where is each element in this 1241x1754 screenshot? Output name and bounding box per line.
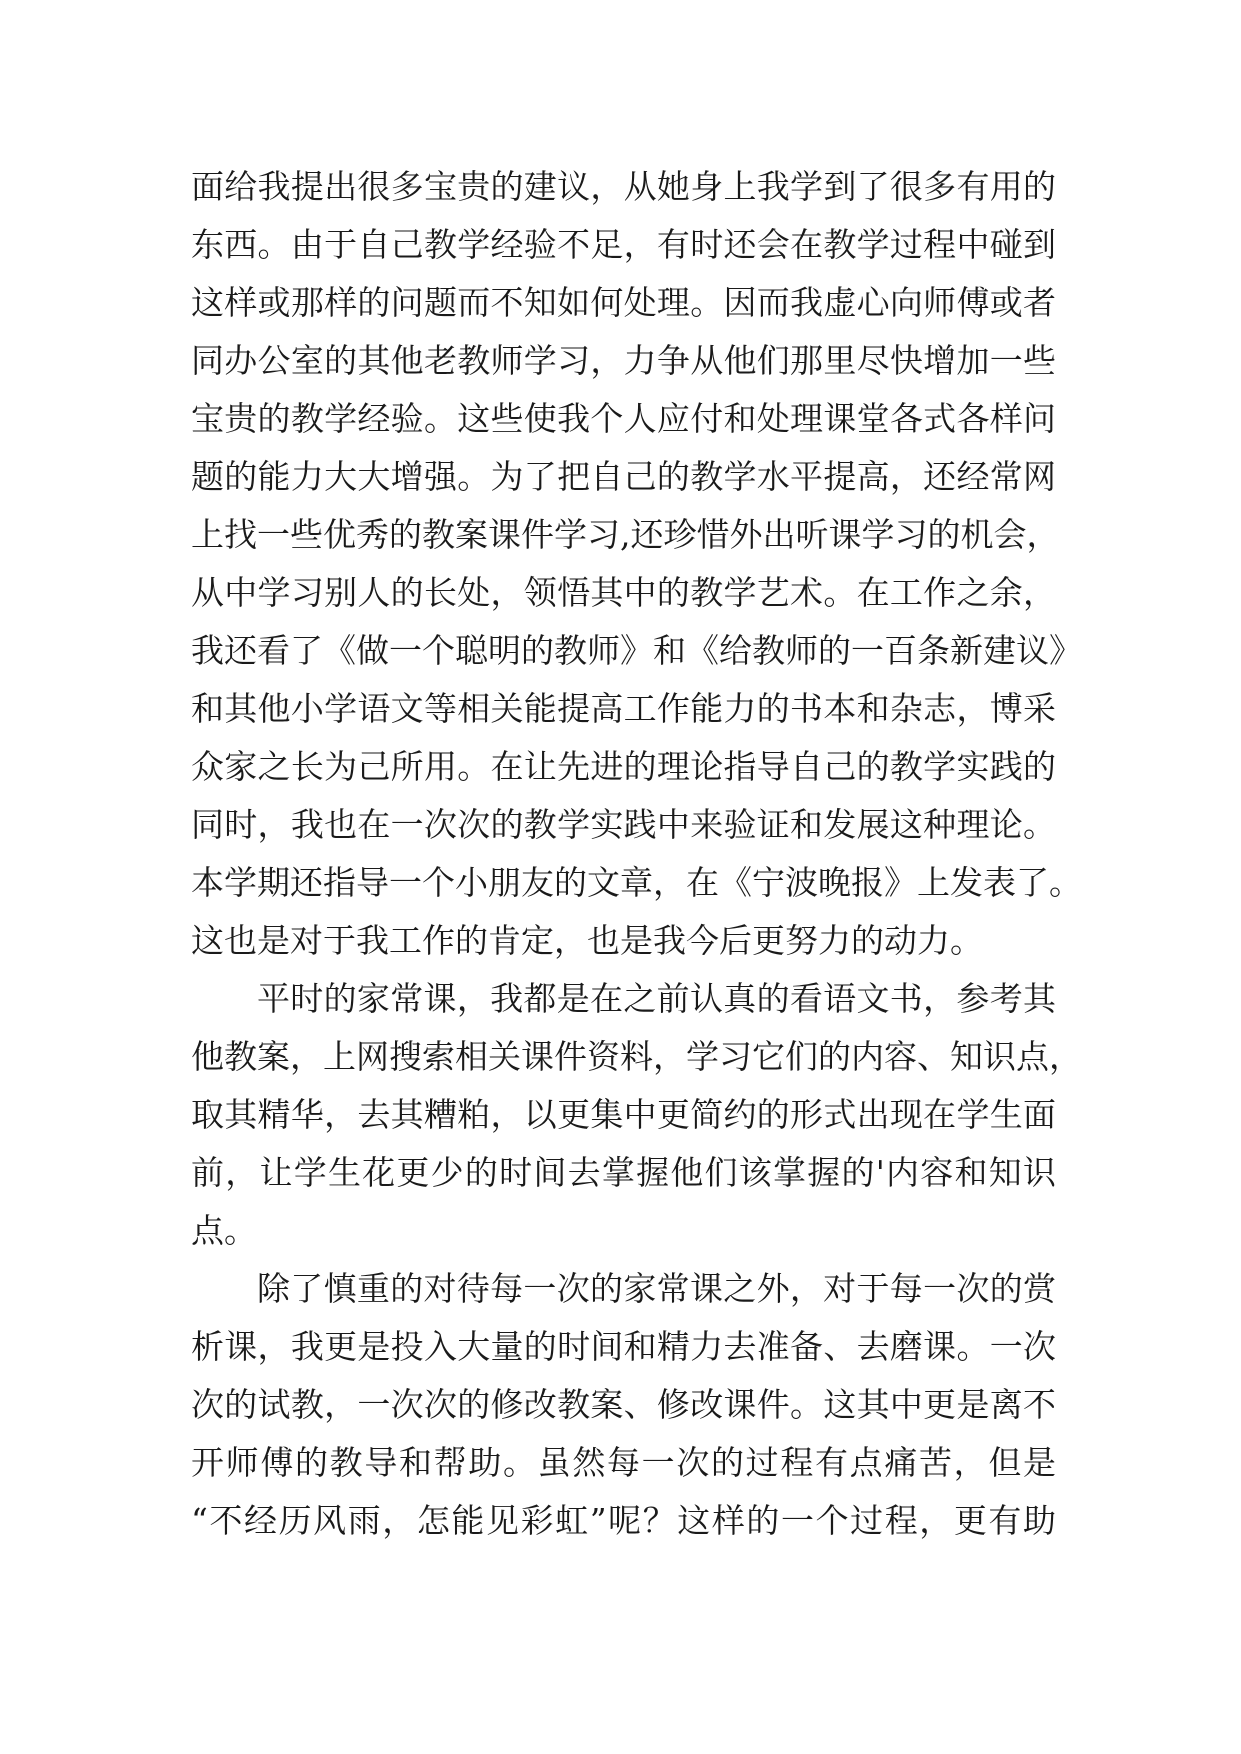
text-line: 上找一些优秀的教案课件学习,还珍惜外出听课学习的机会， — [191, 515, 1060, 554]
text-line: 次的试教，一次次的修改教案、修改课件。这其中更是离不 — [191, 1385, 1056, 1424]
text-line: 他教案，上网搜索相关课件资料，学习它们的内容、知识点， — [191, 1037, 1082, 1076]
text-line: 这也是对于我工作的肯定，也是我今后更努力的动力。 — [191, 921, 983, 960]
text-line: 同办公室的其他老教师学习，力争从他们那里尽快增加一些 — [191, 341, 1056, 380]
text-line: 本学期还指导一个小朋友的文章，在《宁波晚报》上发表了。 — [191, 863, 1082, 902]
text-line: 析课，我更是投入大量的时间和精力去准备、去磨课。一次 — [191, 1327, 1056, 1366]
text-line: 东西。由于自己教学经验不足，有时还会在教学过程中碰到 — [191, 225, 1056, 264]
text-line: 题的能力大大增强。为了把自己的教学水平提高，还经常网 — [191, 457, 1056, 496]
text-line: 点。 — [191, 1211, 257, 1250]
text-line: 同时，我也在一次次的教学实践中来验证和发展这种理论。 — [191, 805, 1056, 844]
text-line: 面给我提出很多宝贵的建议，从她身上我学到了很多有用的 — [191, 167, 1056, 206]
text-line: 取其精华，去其糟粕，以更集中更简约的形式出现在学生面 — [191, 1095, 1056, 1134]
text-line: 开师傅的教导和帮助。虽然每一次的过程有点痛苦，但是 — [191, 1443, 1056, 1482]
text-line: 这样或那样的问题而不知如何处理。因而我虚心向师傅或者 — [191, 283, 1056, 322]
text-line: 从中学习别人的长处，领悟其中的教学艺术。在工作之余， — [191, 573, 1056, 612]
text-line: “不经历风雨，怎能见彩虹”呢？这样的一个过程，更有助 — [191, 1501, 1056, 1540]
text-line: 宝贵的教学经验。这些使我个人应付和处理课堂各式各样问 — [191, 399, 1056, 438]
body-text — [191, 158, 1082, 1550]
text-line: 众家之长为己所用。在让先进的理论指导自己的教学实践的 — [191, 747, 1056, 786]
text-line: 前，让学生花更少的时间去掌握他们该掌握的'内容和知识 — [191, 1153, 1056, 1192]
paragraph-first-line: 除了慎重的对待每一次的家常课之外，对于每一次的赏 — [257, 1269, 1056, 1308]
text-line: 我还看了《做一个聪明的教师》和《给教师的一百条新建议》 — [191, 631, 1082, 670]
paragraph-first-line: 平时的家常课，我都是在之前认真的看语文书，参考其 — [257, 979, 1056, 1018]
text-line: 和其他小学语文等相关能提高工作能力的书本和杂志，博采 — [191, 689, 1056, 728]
